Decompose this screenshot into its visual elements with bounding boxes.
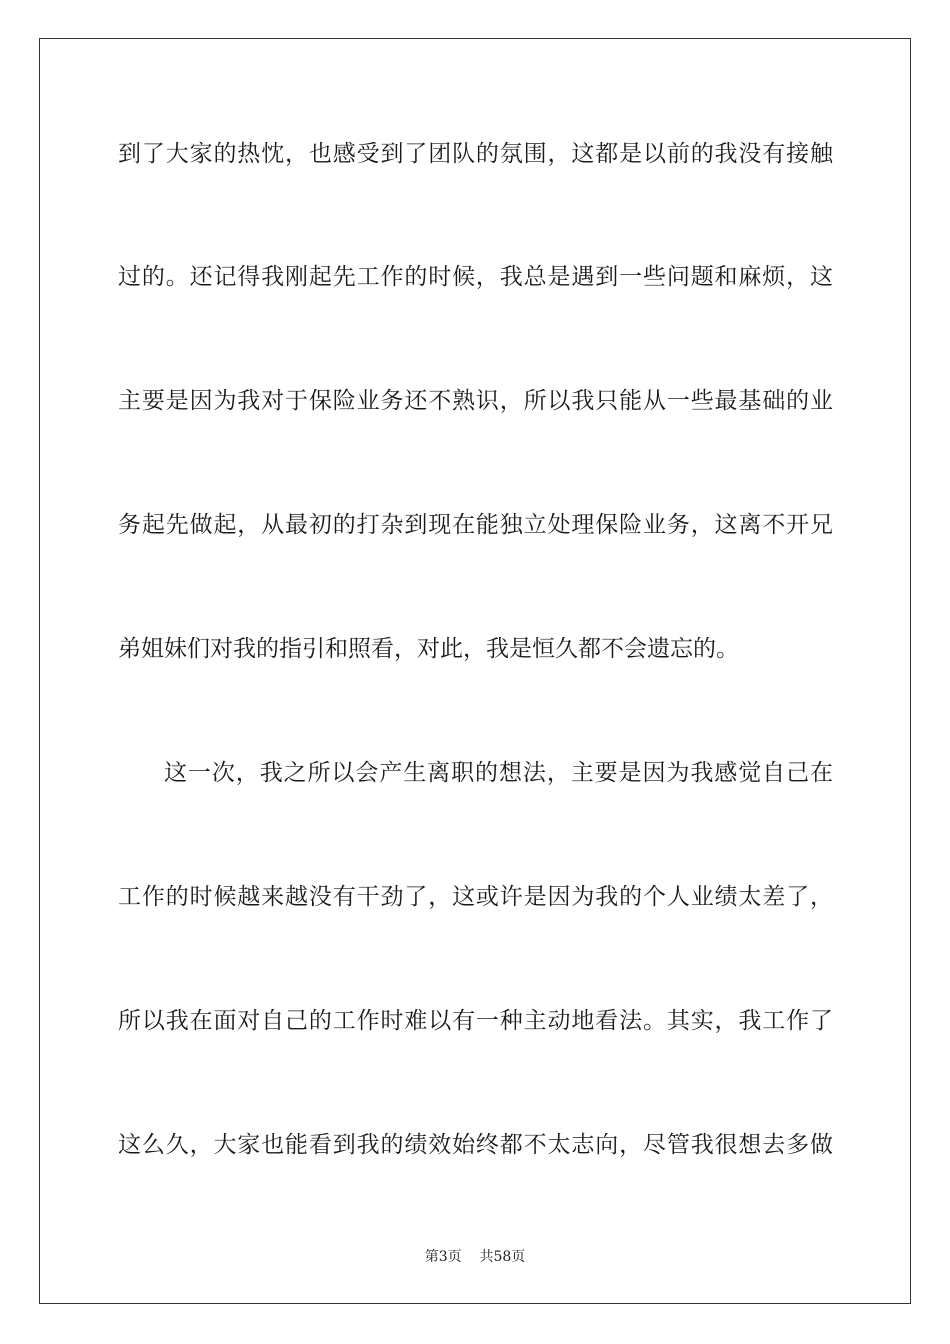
text-line: 工作的时候越来越没有干劲了，这或许是因为我的个人业绩太差了， — [118, 884, 833, 910]
page-total: 共58页 — [479, 1249, 526, 1265]
text-line: 过的。还记得我刚起先工作的时候，我总是遇到一些问题和麻烦，这 — [118, 264, 833, 290]
text-line: 到了大家的热忱，也感受到了团队的氛围，这都是以前的我没有接触 — [118, 141, 833, 167]
paragraph-first-line: 这一次，我之所以会产生离职的想法，主要是因为我感觉自己在 — [164, 760, 833, 786]
text-line: 所以我在面对自己的工作时难以有一种主动地看法。其实，我工作了 — [118, 1008, 833, 1034]
text-line: 这么久，大家也能看到我的绩效始终都不太志向，尽管我很想去多做 — [118, 1132, 833, 1158]
page-border — [39, 38, 911, 1304]
text-line: 务起先做起，从最初的打杂到现在能独立处理保险业务，这离不开兄 — [118, 512, 833, 538]
page-footer — [0, 1248, 950, 1266]
page-number: 第3页 — [424, 1249, 462, 1265]
text-line: 弟姐妹们对我的指引和照看，对此，我是恒久都不会遗忘的。 — [118, 636, 739, 662]
text-line: 主要是因为我对于保险业务还不熟识，所以我只能从一些最基础的业 — [118, 388, 833, 414]
